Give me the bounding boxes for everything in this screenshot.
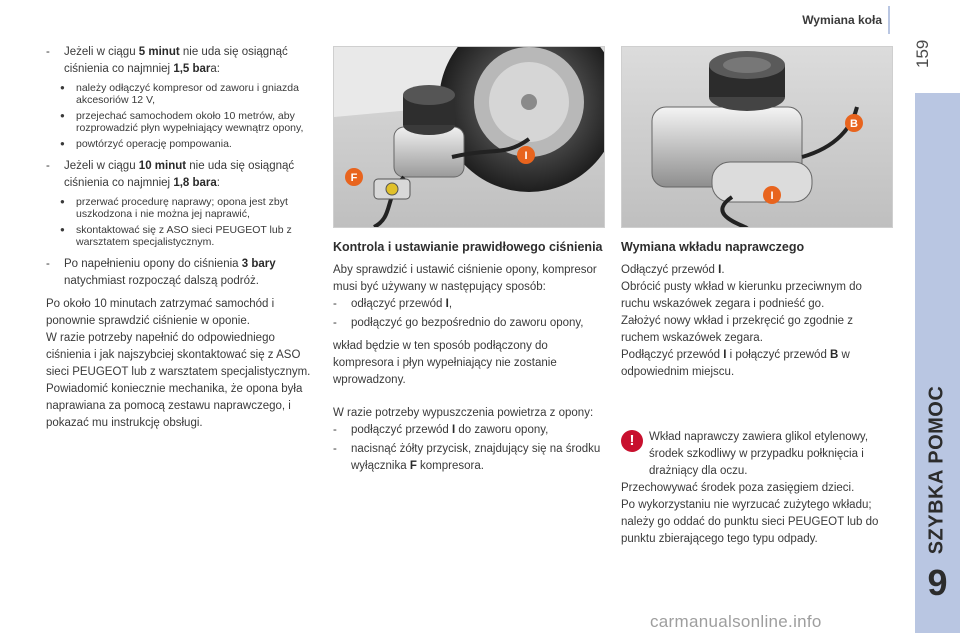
dash-item-connect: - podłączyć go bezpośrednio do zaworu opony, (333, 315, 605, 332)
cartridge-step: Założyć nowy wkład i przekręcić go zgodnie z ruchem wskazówek zegara. (621, 315, 854, 344)
list-item: ● przejechać samochodem około 10 metrów, aby rozprowadzić płyn wypełniający wewnątrz opony, (60, 110, 322, 134)
pressure-note: wkład będzie w ten sposób podłączony do kompresora i płyn wypełniający nie zostanie wprowadzony. (333, 340, 557, 386)
chapter-number: 9 (927, 562, 948, 603)
callout-b-label: B (850, 118, 858, 130)
list-item: ● przerwać procedurę naprawy; opona jest zbyt uszkodzona i nie można jej naprawić, (60, 196, 322, 220)
dash-item-10min: - Jeżeli w ciągu 10 minut nie uda się osiągnąć ciśnienia co najmniej 1,8 bara: (46, 158, 322, 192)
bullet-list-10min (46, 196, 322, 248)
cartridge-step: Odłączyć przewód I. (621, 264, 725, 276)
warning-box (621, 429, 893, 548)
warning-text: Wkład naprawczy zawiera glikol etylenowy, środek szkodliwy w przypadku połknięcia i drażniący dla oczu. (649, 431, 869, 477)
page-number: 159 (913, 39, 932, 68)
dash-item-press-button: - nacisnąć żółty przycisk, znajdujący się na środku wyłącznika F kompresora. (333, 441, 605, 475)
list-item: ● powtórzyć operację pompowania. (60, 138, 322, 150)
callout-i-label: I (524, 150, 528, 162)
chapter-tab-label: SZYBKA POMOC (925, 385, 948, 555)
list-item: ● skontaktować się z ASO sieci PEUGEOT lub z warsztatem specjalistycznym. (60, 224, 322, 248)
pressure-intro: Aby sprawdzić i ustawić ciśnienie opony, kompresor musi być używany w następujący sposób: (333, 264, 597, 293)
header-divider (888, 6, 890, 34)
deflate-intro: W razie potrzeby wypuszczenia powietrza z opony: (333, 407, 594, 419)
column-left (46, 44, 322, 432)
section-title-pressure: Kontrola i ustawianie prawidłowego ciśnienia (333, 240, 603, 254)
paragraph: Po około 10 minutach zatrzymać samochód i ponownie sprawdzić ciśnienie w oponie. W razie potrzeby napełnić do odpowiedniego ciśnienia i jak najszybciej skontaktować się z ASO sieci PEUGEOT lub z warsztatem specjalistycznym. Powiadomić koniecznie mechanika, że opona była naprawiana za pomocą zestawu naprawczego, i pokazać mu instrukcję obsługi. (46, 298, 311, 429)
dash-item-disconnect: - odłączyć przewód I, (333, 296, 605, 313)
bullet-list-5min (46, 82, 322, 150)
cartridge-step: Podłączyć przewód I i połączyć przewód B w odpowiednim miejscu. (621, 349, 850, 378)
column-right (621, 240, 893, 548)
warning-text: Przechowywać środek poza zasięgiem dzieci. (621, 482, 855, 494)
dash-item-5min: - Jeżeli w ciągu 5 minut nie uda się osiągnąć ciśnienia co najmniej 1,5 bara: (46, 44, 322, 78)
list-item: ● należy odłączyć kompresor od zaworu i gniazda akcesoriów 12 V, (60, 82, 322, 106)
callout-f-label: F (350, 172, 358, 184)
dash-item-connect-valve: - podłączyć przewód I do zaworu opony, (333, 422, 605, 439)
warning-icon: ! (621, 430, 643, 452)
watermark: carmanualsonline.info (650, 612, 822, 631)
callout-i-label-right: I (770, 190, 774, 202)
column-middle (333, 240, 605, 477)
running-header: Wymiana koła (802, 13, 882, 27)
dash-item-3bar: - Po napełnieniu opony do ciśnienia 3 bary natychmiast rozpocząć dalszą podróż. (46, 256, 322, 290)
cartridge-illustration (621, 46, 893, 228)
cartridge-step: Obrócić pusty wkład w kierunku przeciwnym do ruchu wskazówek zegara i podnieść go. (621, 281, 862, 310)
compressor-wheel-illustration (333, 46, 605, 228)
warning-text: Po wykorzystaniu nie wyrzucać zużytego wkładu; należy go oddać do punktu sieci PEUGEOT lub do punktu zbierającego tego typu odpady. (621, 499, 879, 545)
section-title-cartridge: Wymiana wkładu naprawczego (621, 240, 805, 254)
